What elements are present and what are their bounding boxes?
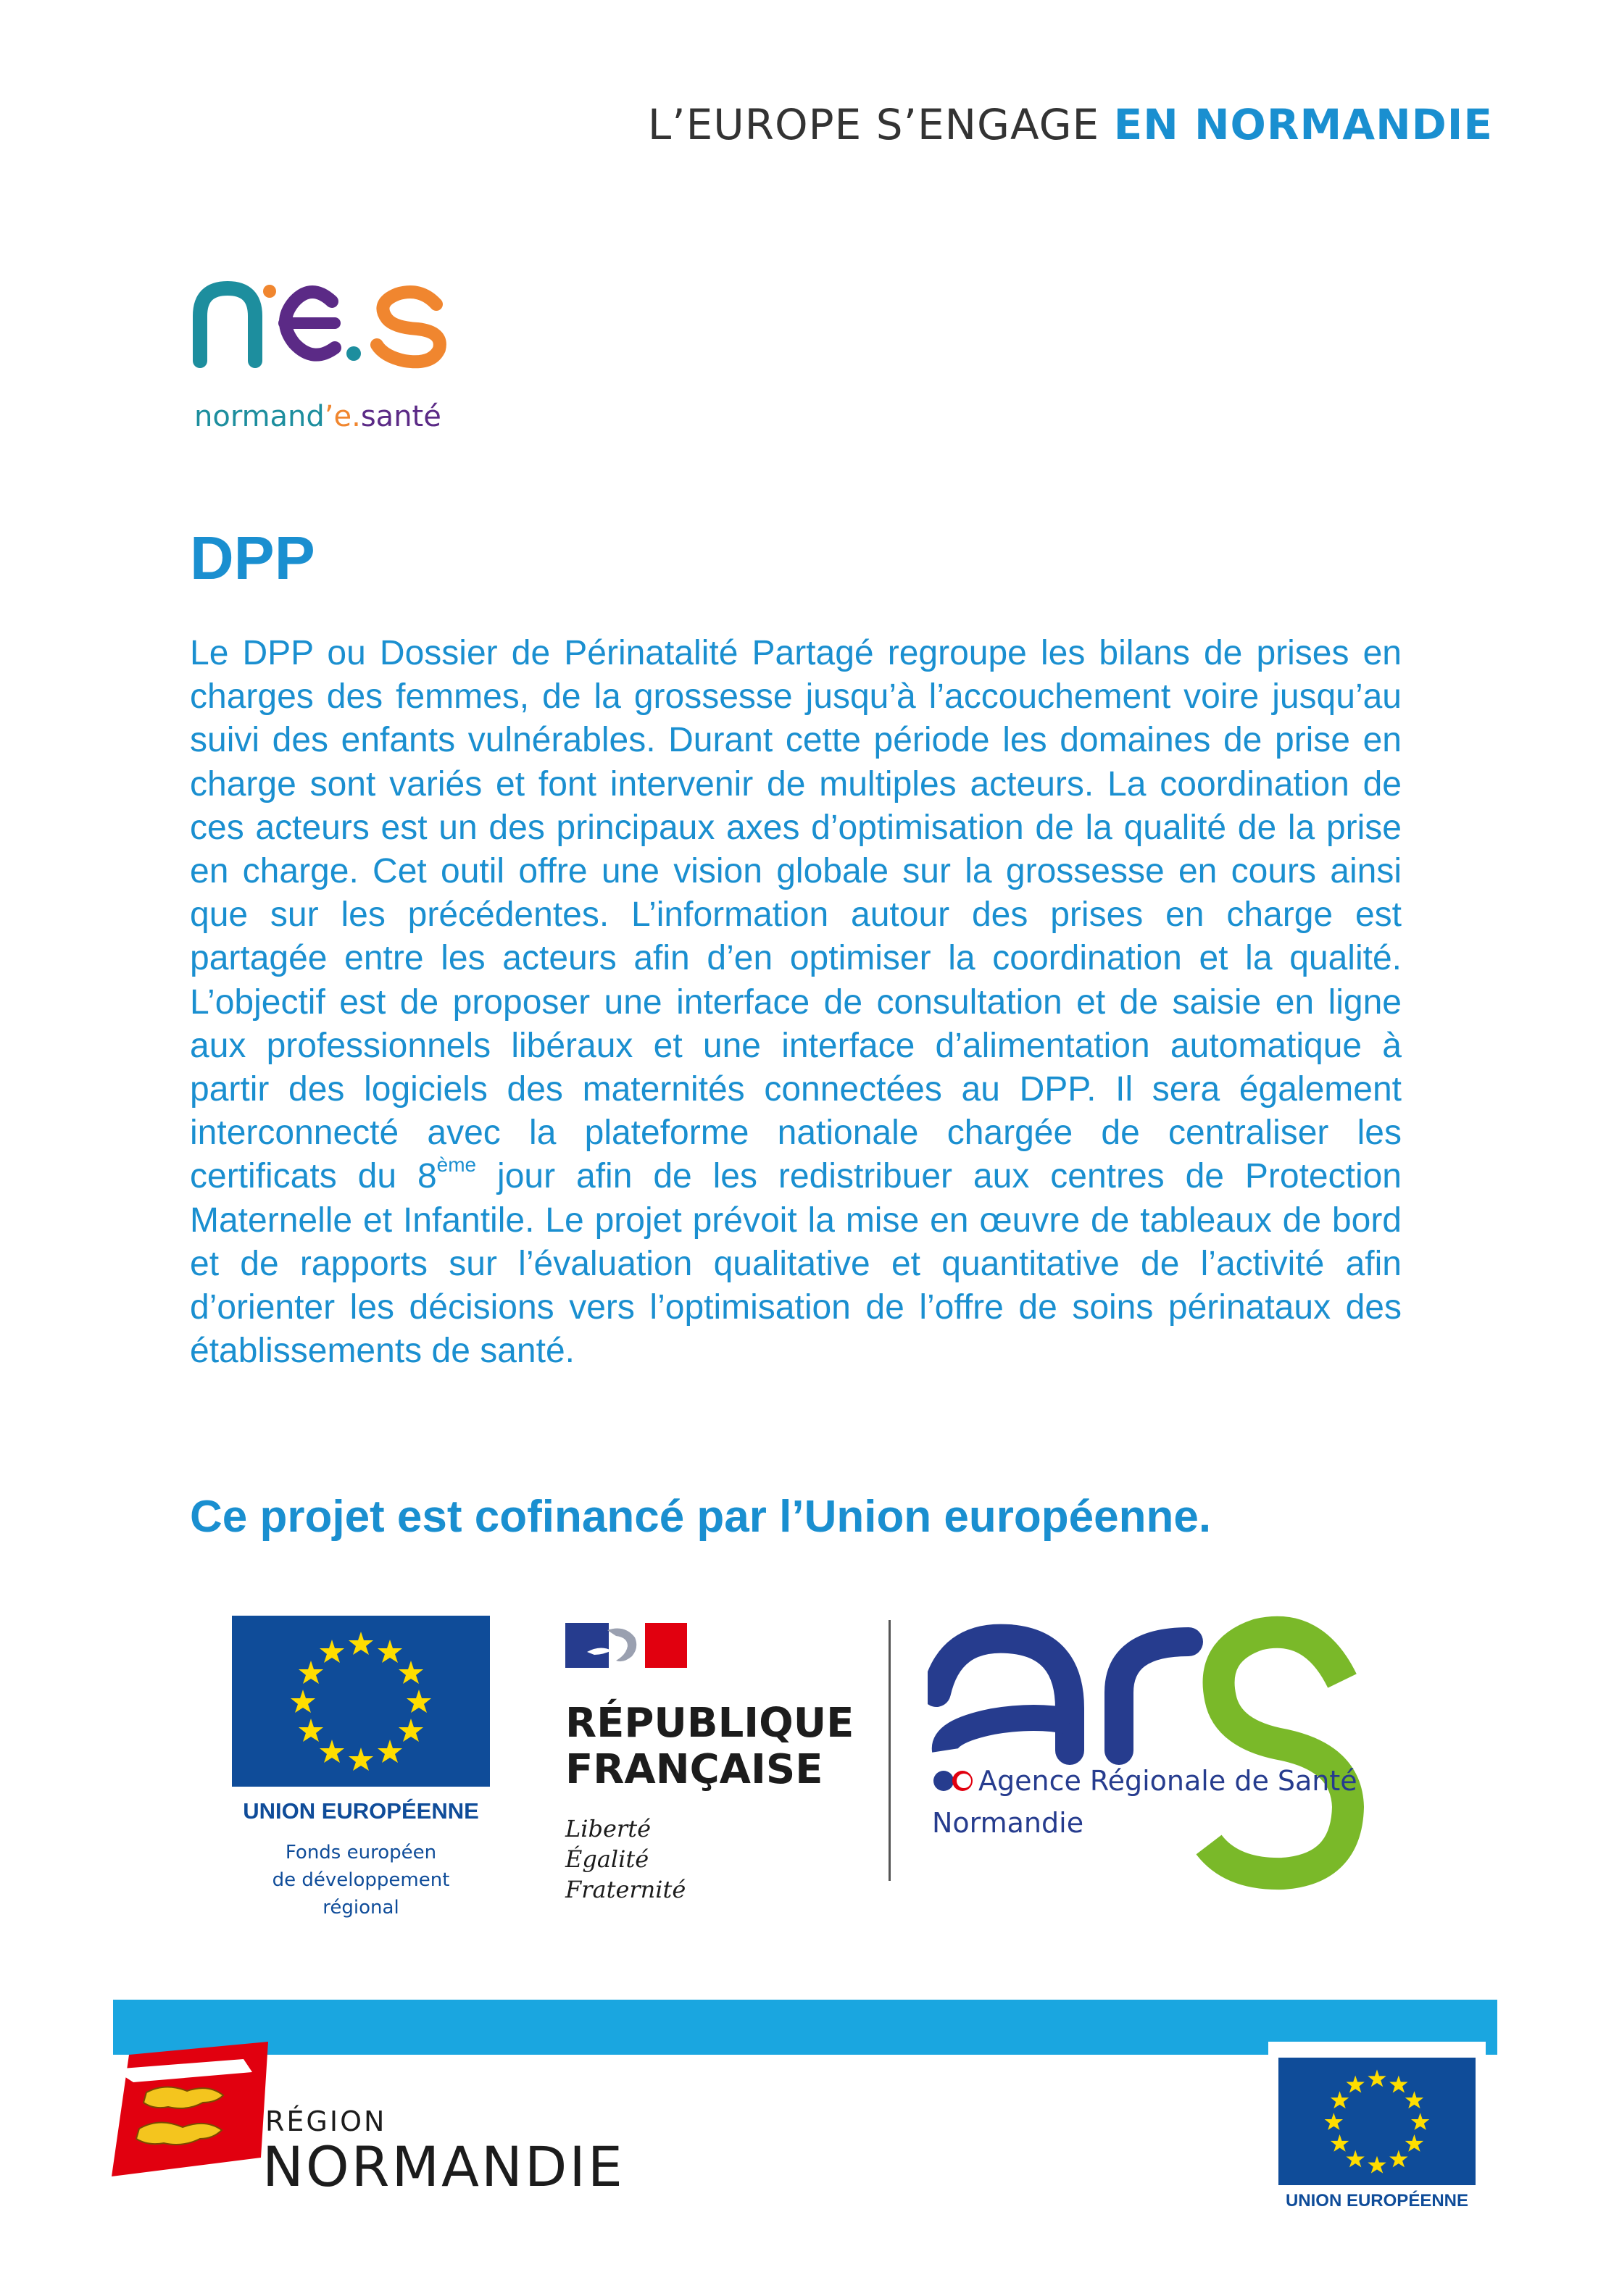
eu-flag-icon <box>232 1616 490 1787</box>
nes-sub-part3: santé <box>360 400 441 433</box>
eu-fund <box>232 1839 490 1921</box>
body-paragraph <box>190 632 1402 1373</box>
marianne-icon <box>565 1623 688 1668</box>
logo-divider <box>889 1620 891 1881</box>
republique-francaise-logo <box>565 1623 870 1905</box>
cofinancing-statement: Ce projet est cofinancé par l’Union européenne. <box>190 1492 1212 1542</box>
eu-name: UNION EUROPÉENNE <box>243 1798 479 1824</box>
republique-motto <box>565 1813 870 1905</box>
region-label-small: RÉGION <box>265 2105 387 2137</box>
republique-line1: RÉPUBLIQUE <box>565 1700 854 1747</box>
motto-egalite: Égalité <box>565 1845 649 1873</box>
eu-fund-line2: de développement régional <box>272 1869 450 1919</box>
region-label-big: NORMANDIE <box>262 2134 625 2199</box>
eu-footer-name: UNION EUROPÉENNE <box>1285 2191 1469 2211</box>
nes-sub-part2: ’e. <box>324 400 361 433</box>
tagline-accent: EN NORMANDIE <box>1113 100 1493 149</box>
eu-footer-flag-icon <box>1278 2058 1476 2185</box>
nes-sub-part1: normand <box>194 400 325 433</box>
republique-line2: FRANÇAISE <box>565 1746 823 1793</box>
ars-region: Normandie <box>932 1807 1084 1839</box>
eu-footer-logo <box>1268 2042 1486 2216</box>
paragraph-superscript: ème <box>436 1153 477 1177</box>
paragraph-main: Le DPP ou Dossier de Périnatalité Partagé regroupe les bilans de prises en charges des femmes, de la grossesse jusqu’à l’accouchement voire jusqu’au suivi des enfants vulnérables. Durant cette période les domaines de prise en charge sont variés et font intervenir de multiples acteurs. La coordination de ces acteurs est un des principaux axes d’optimisation de la qualité de la prise en charge. Cet outil offre une vision globale sur la grossesse en cours ainsi que sur les précédentes. L’information autour des prises en charge est partagée entre les acteurs afin d’en optimiser la coordination et la qualité. L’objectif est de proposer une interface de consultation et de saisie en ligne aux professionnels libéraux et une interface d’alimentation automatique à partir des logiciels des maternités connectées au DPP. Il sera également interconnecté avec la plateforme nationale chargée de centraliser les certificats du 8 <box>190 634 1402 1196</box>
page-title: DPP <box>190 524 315 592</box>
normandy-crest-icon <box>107 2042 274 2187</box>
tagline-prefix: L’EUROPE S’ENGAGE <box>647 100 1114 149</box>
eu-feder-logo <box>232 1616 496 1921</box>
motto-liberte: Liberté <box>565 1815 651 1842</box>
header-tagline <box>648 100 1493 149</box>
ars-logo <box>928 1613 1377 1895</box>
eu-fund-line1: Fonds européen <box>285 1842 437 1863</box>
ars-agency-name: Agence Régionale de Santé <box>978 1765 1357 1797</box>
republique-name <box>565 1700 870 1793</box>
paragraph-end: jour afin de les redistribuer aux centres de Protection Maternelle et Infantile. Le projet prévoit la mise en œuvre de tableaux de bord et de rapports sur l’évaluation qualitative et quantitative de l’activité afin d’orienter les décisions vers l’optimisation de l’offre de soins périnataux des établissements de santé. <box>190 1157 1402 1371</box>
nes-subtitle <box>194 400 441 433</box>
motto-fraternite: Fraternité <box>565 1876 686 1903</box>
